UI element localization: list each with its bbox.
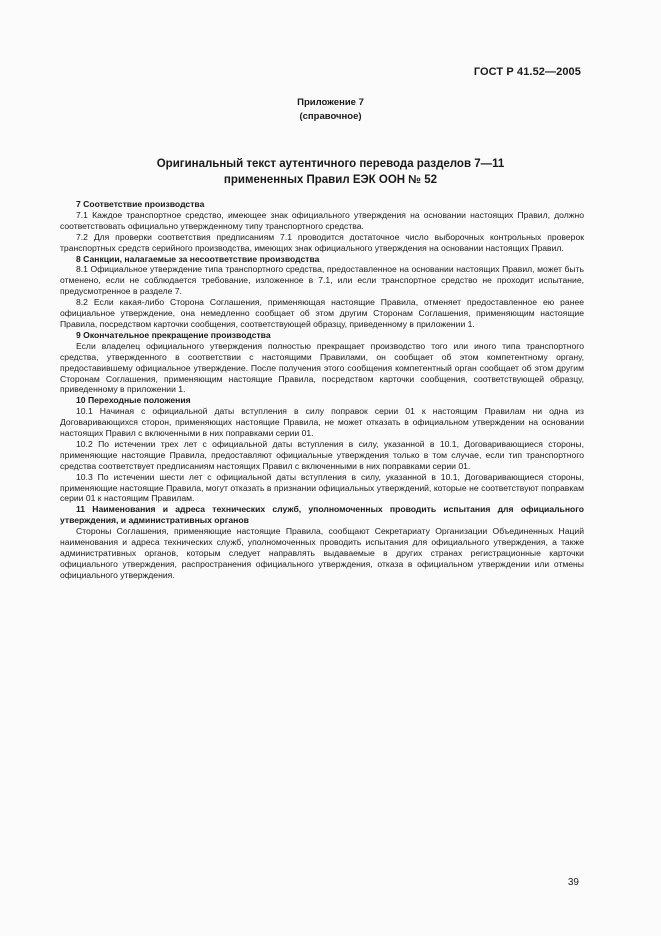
section-7-heading: 7 Соответствие производства <box>76 199 205 209</box>
paragraph-11: Стороны Соглашения, применяющие настоящие Правила, сообщают Секретариату Организации Объединенных Наций наименования и адреса технических служб, уполномоченных проводить испытания для официального утверждения, а также административных органов, которым следует направлять выдаваемые в других странах регистрационные карточки официального утверждения, распространения официального утверждения, отказа в официальном утверждении или отмены официального утверждения. <box>60 526 584 580</box>
section-11-heading: 11 Наименования и адреса технических служб, уполномоченных проводить испытания для официального утверждения, и административных органов <box>60 504 584 526</box>
paragraph-8-2: 8.2 Если какая-либо Сторона Соглашения, применяющая настоящие Правила, отменяет предоставленное ею ранее официальное утверждение, она немедленно сообщает об этом другим Сторонам Соглашения, применяющим настоящие Правила, посредством карточки сообщения, соответствующей образцу, приведенному в приложении 1. <box>60 297 584 329</box>
paragraph-10-2: 10.2 По истечении трех лет с официальной даты вступления в силу, указанной в 10.1, Договаривающиеся стороны, применяющие настоящие Правила, предоставляют официальные утверждения только в том случае, если тип транспортного средства соответствует предписаниям настоящих Правил с включенными в них поправками серии 01. <box>60 438 584 471</box>
page-number: 39 <box>567 877 579 888</box>
paragraph-10-3: 10.3 По истечении шести лет с официальной даты вступления в силу, указанной в 10.1, Договаривающиеся стороны, применяющие настоящие Правила, могут отказать в признании официальных утверждений, которые не соответствуют поправкам серии 01 к настоящим Правилам. <box>60 471 584 504</box>
section-10-heading: 10 Переходные положения <box>76 395 191 406</box>
paragraph-7-2: 7.2 Для проверки соответствия предписаниям 7.1 проводится достаточное число выборочных контрольных проверок транспортных средств серийного производства, имеющих знак официального утверждения на основании настоящих Правил. <box>60 231 584 253</box>
appendix-label <box>0 96 661 124</box>
appendix-type: (справочное) <box>299 111 362 122</box>
title-line-2: примененных Правил ЕЭК ООН № 52 <box>223 174 438 186</box>
appendix-number: Приложение 7 <box>297 97 364 108</box>
paragraph-8-1: 8.1 Официальное утверждение типа транспортного средства, предоставленное на основании настоящих Правил, может быть отменено, если не соблюдается требование, изложенное в 7.1, или если транспортное средство не проходит испытание, предусмотренное в разделе 7. <box>60 264 584 297</box>
section-9-heading: 9 Окончательное прекращение производства <box>76 329 271 340</box>
page-title <box>0 156 661 188</box>
document-body <box>60 199 584 581</box>
document-code: ГОСТ Р 41.52—2005 <box>473 66 581 78</box>
paragraph-7-1: 7.1 Каждое транспортное средство, имеющее знак официального утверждения на основании настоящих Правил, должно соответствовать официально утвержденному типу транспортного средства. <box>60 209 584 231</box>
paragraph-9: Если владелец официального утверждения полностью прекращает производство того или иного типа транспортного средства, утвержденного в соответствии с настоящими Правилами, он сообщает об этом компетентному органу, предоставившему официальное утверждение. После получения этого сообщения компетентный орган сообщает об этом другим Сторонам Соглашения, применяющим настоящие Правила, посредством карточки сообщения, соответствующей образцу, приведенному в приложении 1. <box>60 340 584 395</box>
paragraph-10-1: 10.1 Начиная с официальной даты вступления в силу поправок серии 01 к настоящим Правилам ни одна из Договаривающихся сторон, применяющих настоящие Правила, не может отказать в официальном утверждении на основании настоящих Правил с включенными в них поправками серии 01. <box>60 406 584 439</box>
section-8-heading: 8 Санкции, налагаемые за несоответствие производства <box>76 253 320 264</box>
title-line-1: Оригинальный текст аутентичного перевода разделов 7—11 <box>156 158 505 170</box>
